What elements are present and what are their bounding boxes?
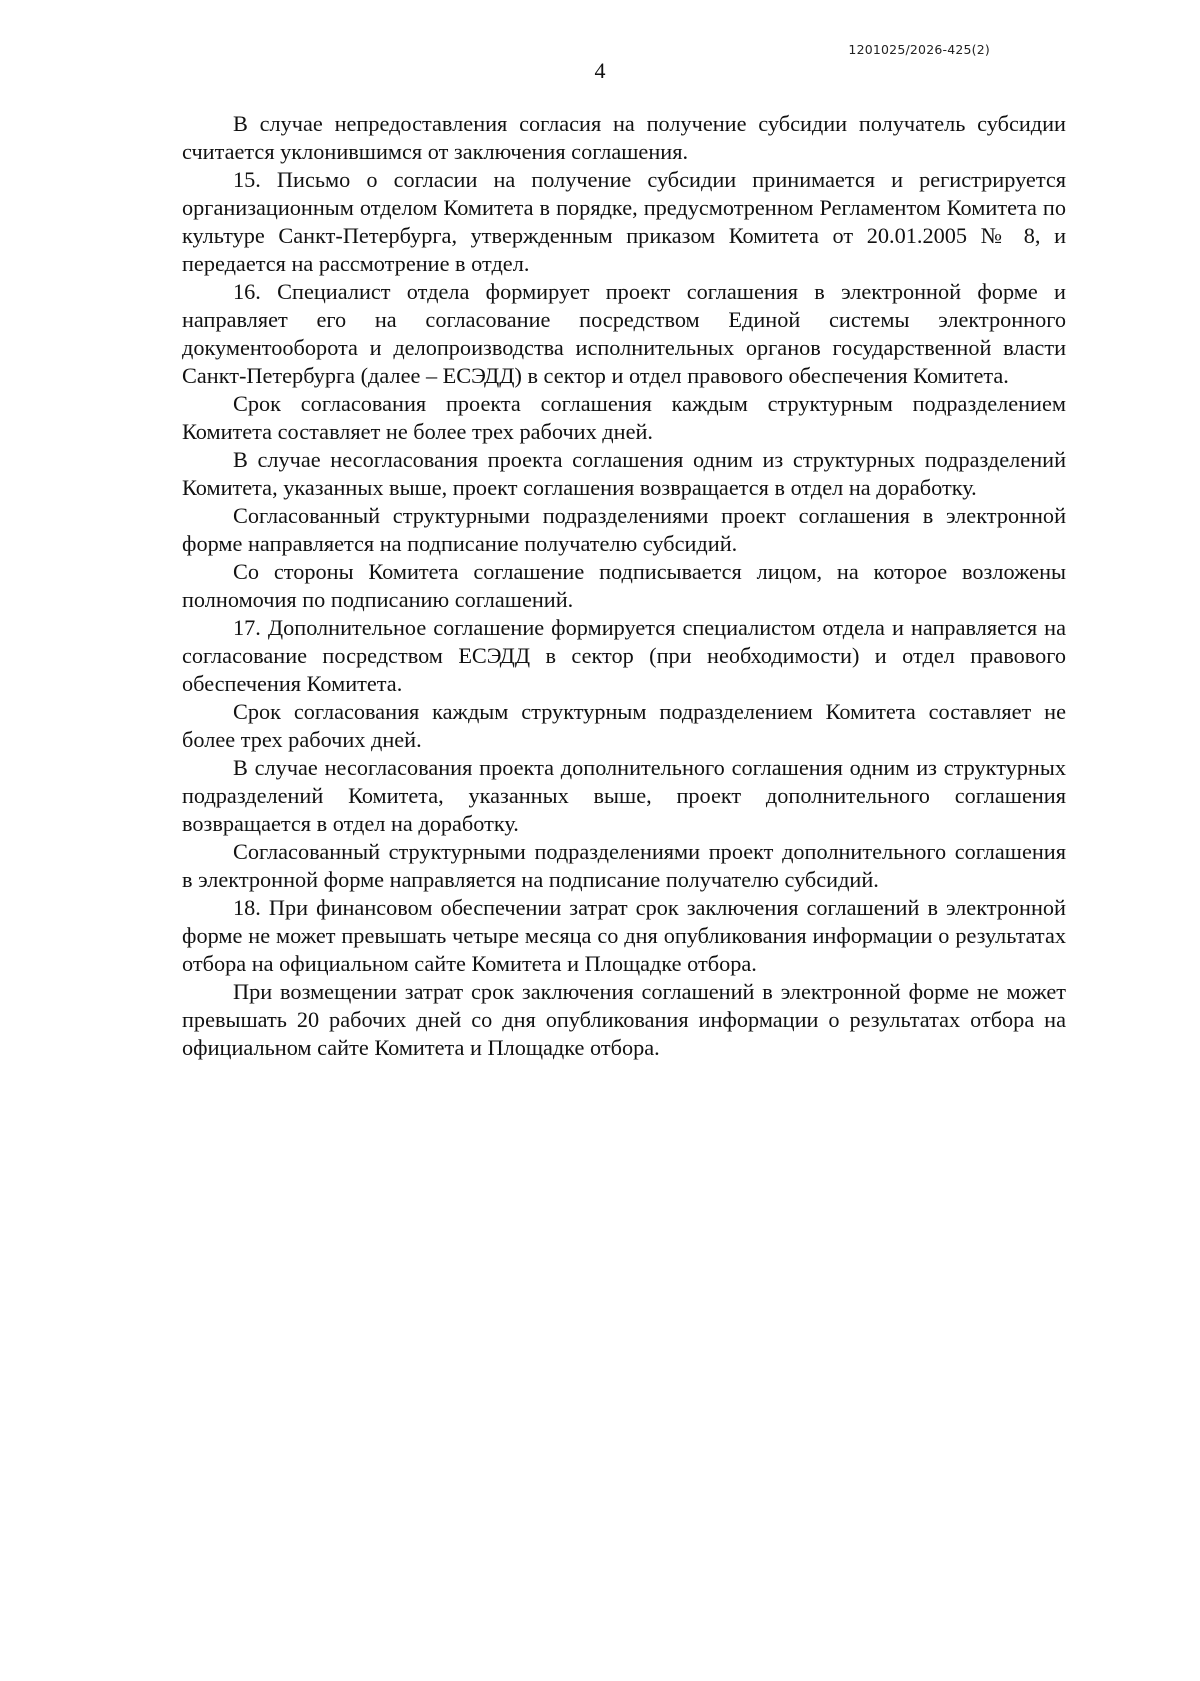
document-body	[182, 110, 1066, 1062]
paragraph: Согласованный структурными подразделениями проект дополнительного соглашения в электронной форме направляется на подписание получателю субсидий.	[182, 839, 1066, 892]
paragraph-item-18: 18. При финансовом обеспечении затрат срок заключения соглашений в электронной форме не может превышать четыре месяца со дня опубликования информации о результатах отбора на официальном сайте Комитета и Площадке отбора.	[182, 895, 1066, 976]
page-number: 4	[594, 58, 606, 83]
paragraph-item-17: 17. Дополнительное соглашение формируется специалистом отдела и направляется на согласование посредством ЕСЭДД в сектор (при необходимости) и отдел правового обеспечения Комитета.	[182, 615, 1066, 696]
paragraph: Срок согласования каждым структурным подразделением Комитета составляет не более трех рабочих дней.	[182, 699, 1066, 752]
paragraph: Срок согласования проекта соглашения каждым структурным подразделением Комитета составляет не более трех рабочих дней.	[182, 391, 1066, 444]
paragraph: В случае несогласования проекта дополнительного соглашения одним из структурных подразделений Комитета, указанных выше, проект дополнительного соглашения возвращается в отдел на доработку.	[182, 755, 1066, 836]
paragraph: В случае непредоставления согласия на получение субсидии получатель субсидии считается уклонившимся от заключения соглашения.	[182, 111, 1066, 164]
document-id: 1201025/2026-425(2)	[848, 42, 990, 57]
paragraph: Согласованный структурными подразделениями проект соглашения в электронной форме направляется на подписание получателю субсидий.	[182, 503, 1066, 556]
paragraph: Со стороны Комитета соглашение подписывается лицом, на которое возложены полномочия по подписанию соглашений.	[182, 559, 1066, 612]
paragraph: В случае несогласования проекта соглашения одним из структурных подразделений Комитета, указанных выше, проект соглашения возвращается в отдел на доработку.	[182, 447, 1066, 500]
paragraph-item-15: 15. Письмо о согласии на получение субсидии принимается и регистрируется организационным отделом Комитета в порядке, предусмотренном Регламентом Комитета по культуре Санкт-Петербурга, утвержденным приказом Комитета от 20.01.2005 № 8, и передается на рассмотрение в отдел.	[182, 167, 1066, 276]
paragraph-item-16: 16. Специалист отдела формирует проект соглашения в электронной форме и направляет его на согласование посредством Единой системы электронного документооборота и делопроизводства исполнительных органов государственной власти Санкт-Петербурга (далее – ЕСЭДД) в сектор и отдел правового обеспечения Комитета.	[182, 279, 1066, 388]
paragraph: При возмещении затрат срок заключения соглашений в электронной форме не может превышать 20 рабочих дней со дня опубликования информации о результатах отбора на официальном сайте Комитета и Площадке отбора.	[182, 979, 1066, 1060]
